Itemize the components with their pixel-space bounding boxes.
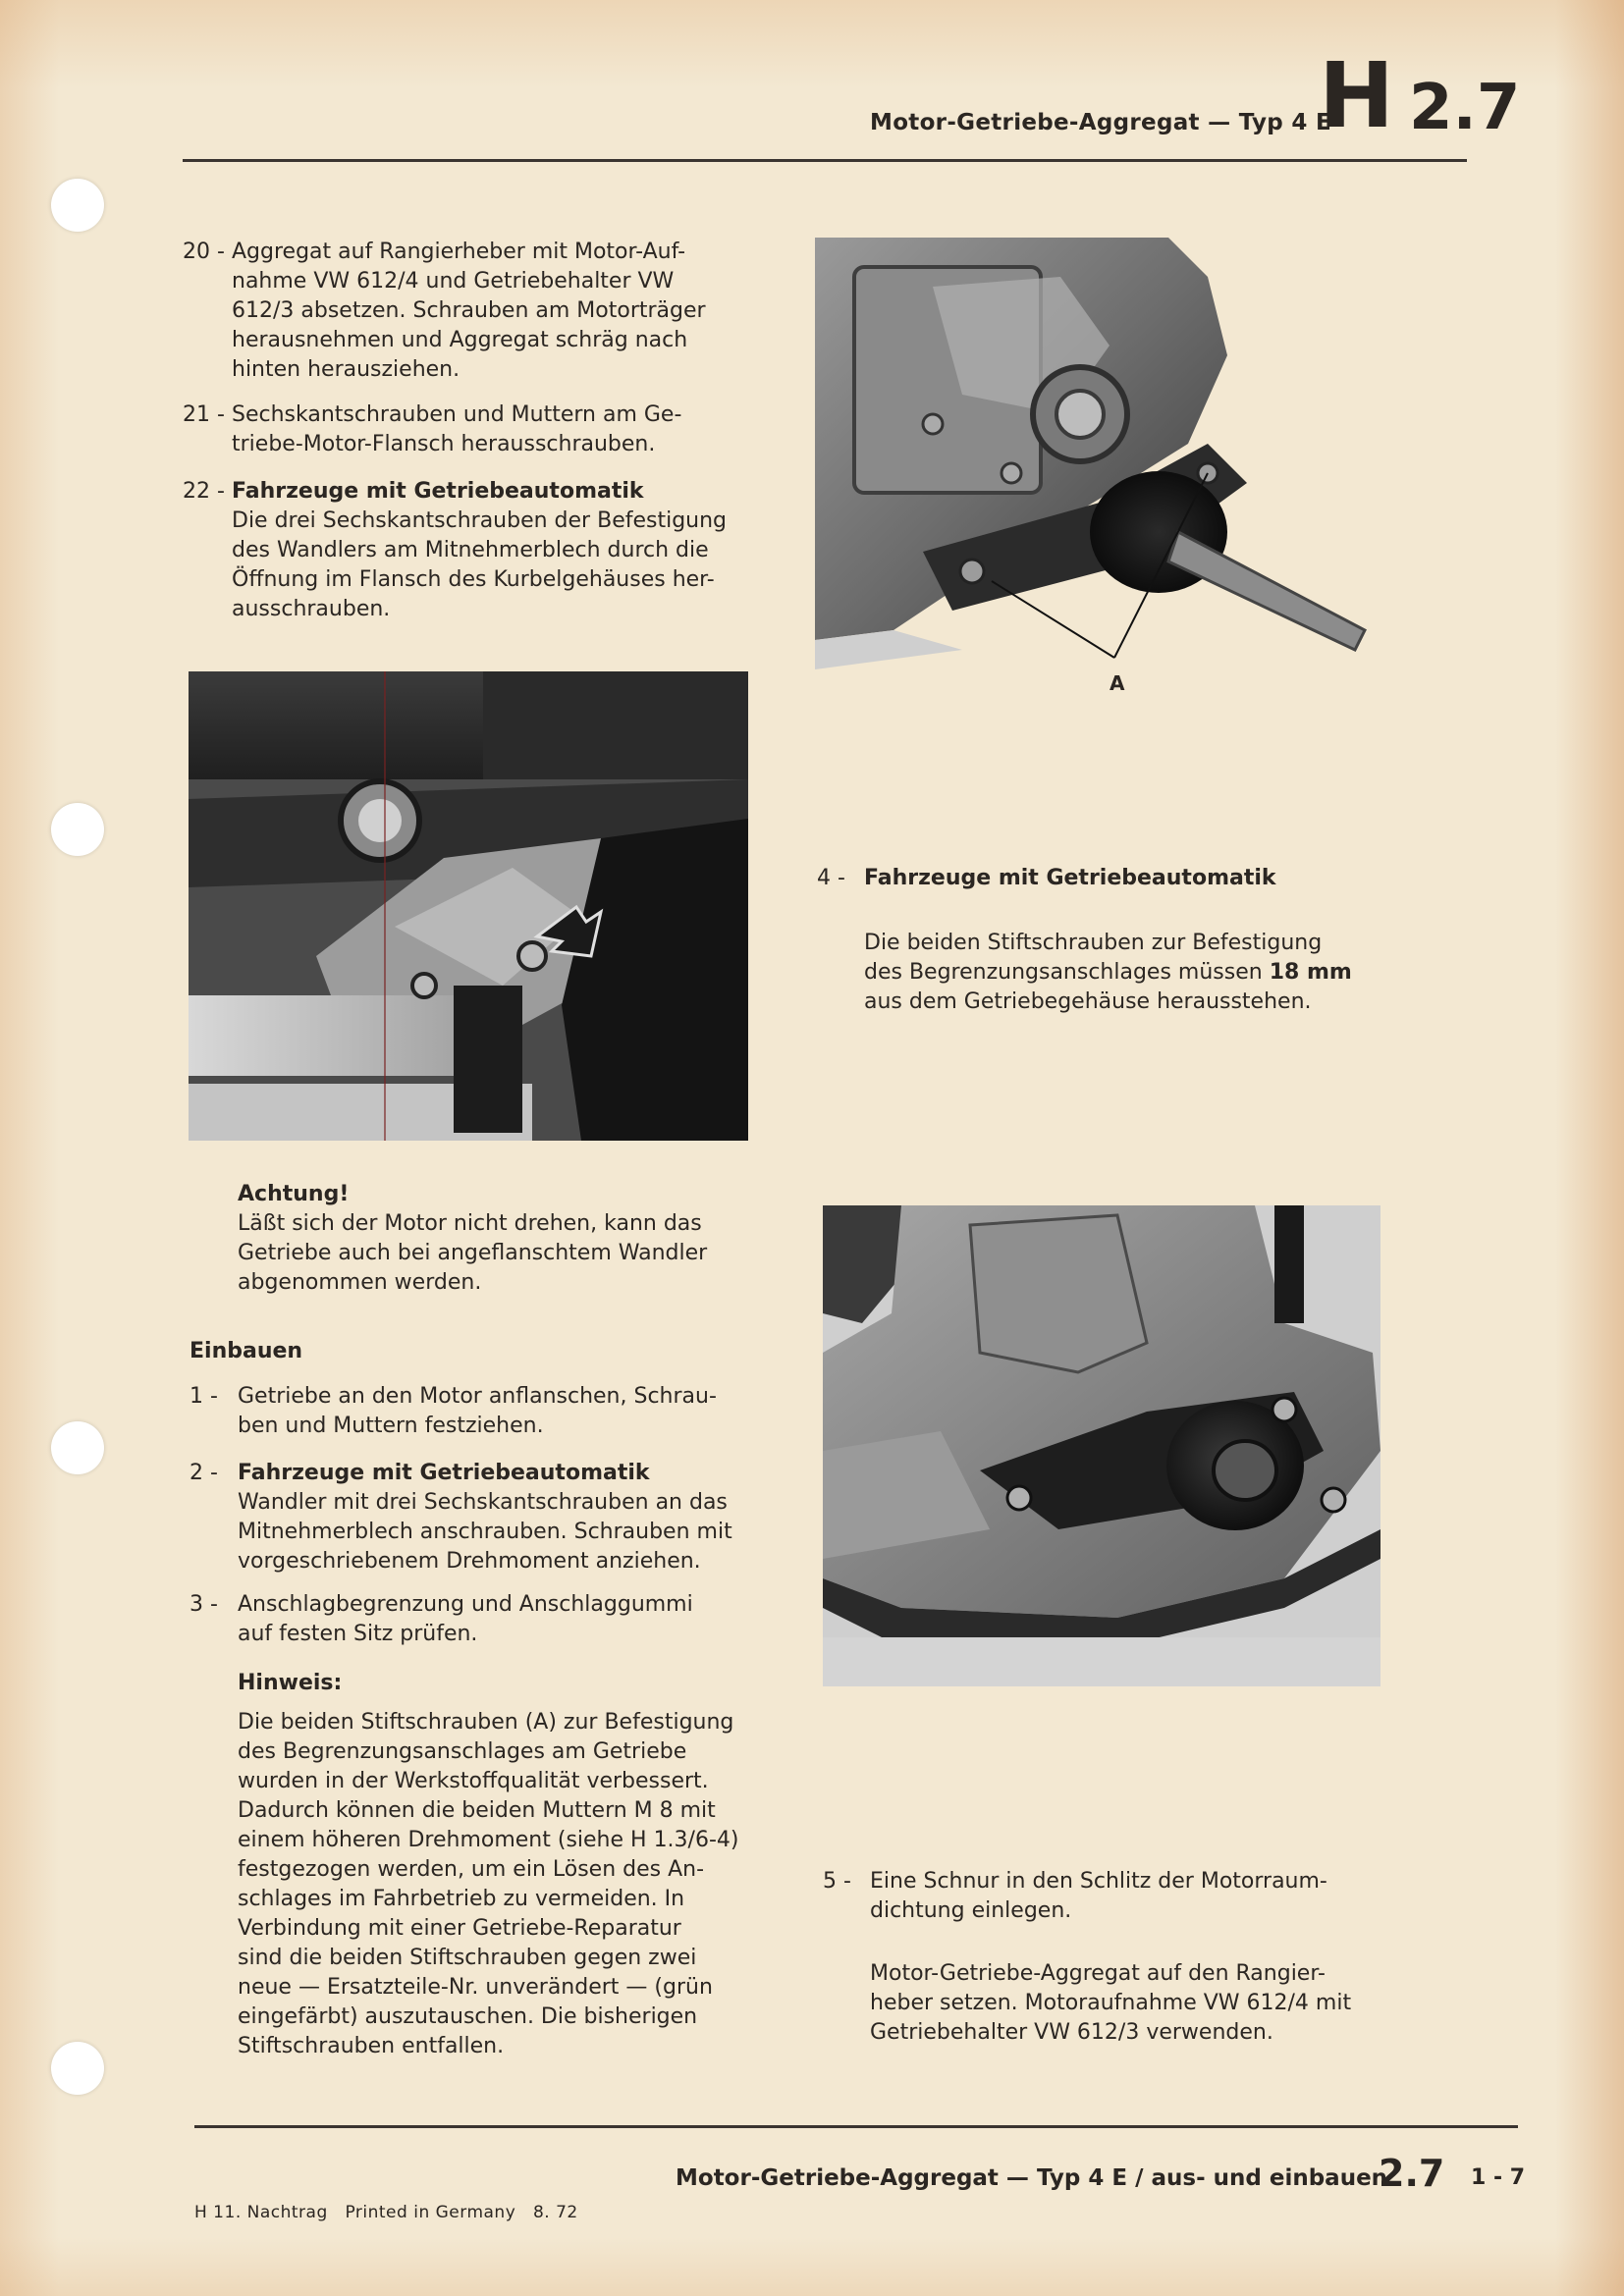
header-title: Motor-Getriebe-Aggregat — Typ 4 E [870,110,1331,135]
binder-hole-bottom [51,2042,104,2095]
binder-hole-upper-middle [51,803,104,856]
footer-section-number: 2.7 [1379,2152,1445,2195]
step-3-number: 3 - [189,1592,218,1617]
achtung-note: Achtung! Läßt sich der Motor nicht drehen, kann das Getriebe auch bei angeflanschtem Wandler abgenommen werden. [238,1180,748,1298]
achtung-heading: Achtung! [238,1182,350,1206]
step-5-followup: Motor-Getriebe-Aggregat auf den Rangier- heber setzen. Motoraufnahme VW 612/4 mit Getriebehalter VW 612/3 verwenden. [870,1961,1352,2045]
footer-page-number: 1 - 7 [1471,2165,1526,2190]
step-20-text: Aggregat auf Rangierheber mit Motor-Auf- nahme VW 612/4 und Getriebehalter VW 612/3 absetzen. Schrauben am Motorträger herausnehmen und Aggregat schräg nach hinten herausziehen. [232,240,706,382]
step-1-text: Getriebe an den Motor anflanschen, Schrau- ben und Muttern festziehen. [238,1384,717,1438]
header-rule [183,159,1467,162]
step-2-number: 2 - [189,1461,218,1485]
header-section-number: 2.7 [1409,72,1521,144]
einbauen-heading: Einbauen [189,1339,303,1363]
header-section-letter: H [1319,43,1394,148]
photo-transmission-stud-bolts [815,238,1375,689]
step-4-measure: 18 mm [1269,960,1352,985]
step-21-number: 21 - [183,402,225,427]
footer-imprint: H 11. Nachtrag Printed in Germany 8. 72 [194,2203,578,2222]
photo-label-a: A [1110,671,1125,695]
step-22-number: 22 - [183,479,225,504]
binder-hole-lower-middle [51,1421,104,1474]
step-20-number: 20 - [183,240,225,264]
step-5-number: 5 - [823,1869,851,1894]
photo-transmission-housing [823,1205,1380,1686]
footer-rule [194,2125,1518,2128]
step-2-heading: Fahrzeuge mit Getriebeautomatik [238,1461,650,1485]
binder-hole-top [51,179,104,232]
hinweis-note: Hinweis: Die beiden Stiftschrauben (A) zur Befestigung des Begrenzungsanschlages am Getriebe wurden in der Werkstoffqualität verbessert. Dadurch können die beiden Muttern M 8 mit einem höheren Drehmoment (siehe H 1.3/6-4) festgezogen werden, um ein Lösen des An- schlages im Fahrbetrieb zu vermeiden. In Verbindung mit einer Getriebe-Reparatur sind die beiden Stiftschrauben gegen zwei neue — Ersatzteile-Nr. unverändert — (grün eingefärbt) auszutauschen. Die bisherigen Stiftschrauben entfallen. [238,1669,768,2061]
step-22-heading: Fahrzeuge mit Getriebeautomatik [232,479,644,504]
step-4-heading: Fahrzeuge mit Getriebeautomatik [864,866,1276,890]
photo-converter-bolt-access [189,671,748,1141]
step-22-text: Fahrzeuge mit Getriebeautomatik Die drei Sechskantschrauben der Befestigung des Wandlers am Mitnehmerblech durch die Öffnung im Flansch des Kurbelgehäuses her- ausschrauben. [232,477,752,624]
step-21-text: Sechskantschrauben und Muttern am Ge- triebe-Motor-Flansch herausschrauben. [232,402,682,456]
step-5-text: Eine Schnur in den Schlitz der Motorraum- dichtung einlegen. [870,1869,1327,1923]
footer-title: Motor-Getriebe-Aggregat — Typ 4 E / aus- und einbauen [676,2165,1388,2191]
step-1-number: 1 - [189,1384,218,1409]
step-2-text: Fahrzeuge mit Getriebeautomatik Wandler mit drei Sechskantschrauben an das Mitnehmerblech anschrauben. Schrauben mit vorgeschriebenem Drehmoment anziehen. [238,1459,758,1576]
step-4-number: 4 - [817,866,845,890]
step-3-text: Anschlagbegrenzung und Anschlaggummi auf festen Sitz prüfen. [238,1592,693,1646]
step-4-text: Die beiden Stiftschrauben zur Befestigung des Begrenzungsanschlages müssen 18 mm aus dem Getriebegehäuse herausstehen. [864,931,1352,1014]
hinweis-heading: Hinweis: [238,1671,343,1695]
